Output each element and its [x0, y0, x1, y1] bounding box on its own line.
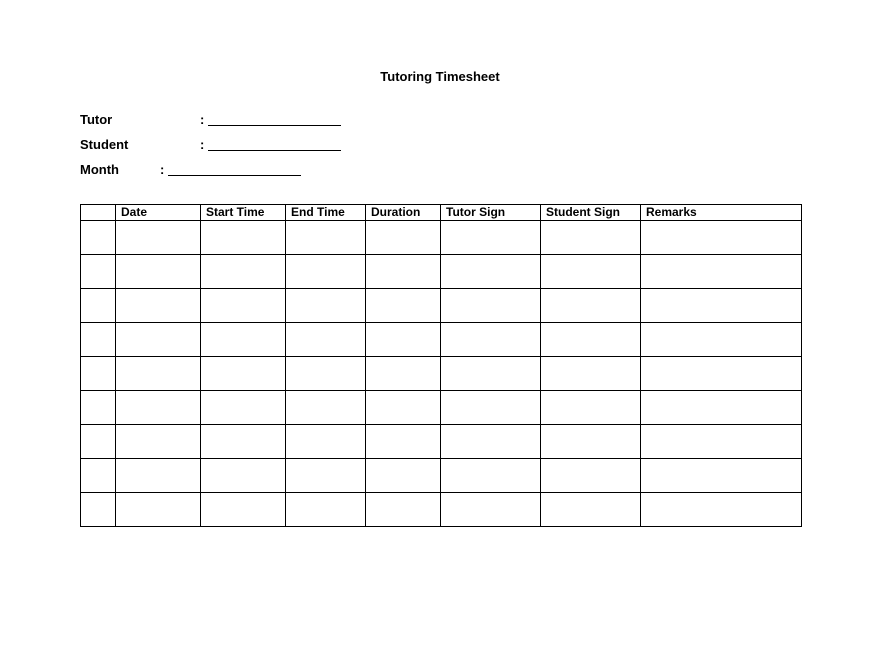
- table-cell[interactable]: [286, 493, 366, 527]
- table-cell[interactable]: [641, 459, 802, 493]
- table-cell[interactable]: [441, 391, 541, 425]
- table-cell[interactable]: [81, 289, 116, 323]
- month-field: [80, 162, 350, 180]
- table-cell[interactable]: [541, 425, 641, 459]
- table-cell[interactable]: [441, 357, 541, 391]
- table-cell[interactable]: [201, 493, 286, 527]
- table-cell[interactable]: [641, 323, 802, 357]
- table-cell[interactable]: [116, 289, 201, 323]
- table-row: [81, 493, 802, 527]
- table-cell[interactable]: [366, 221, 441, 255]
- table-cell[interactable]: [366, 459, 441, 493]
- table-cell[interactable]: [81, 357, 116, 391]
- table-cell[interactable]: [116, 459, 201, 493]
- table-header-row: [81, 205, 802, 221]
- table-cell[interactable]: [366, 255, 441, 289]
- table-cell[interactable]: [81, 323, 116, 357]
- table-cell[interactable]: [441, 459, 541, 493]
- month-blank-line[interactable]: [168, 175, 301, 176]
- table-row: [81, 425, 802, 459]
- table-cell[interactable]: [541, 289, 641, 323]
- table-cell[interactable]: [201, 255, 286, 289]
- column-header-student-sign: Student Sign: [541, 205, 641, 221]
- table-cell[interactable]: [541, 357, 641, 391]
- table-cell[interactable]: [116, 357, 201, 391]
- table-cell[interactable]: [286, 391, 366, 425]
- table-cell[interactable]: [641, 425, 802, 459]
- table-cell[interactable]: [441, 221, 541, 255]
- table-row: [81, 255, 802, 289]
- table-cell[interactable]: [541, 493, 641, 527]
- table-cell[interactable]: [441, 493, 541, 527]
- table-cell[interactable]: [116, 493, 201, 527]
- table-cell[interactable]: [286, 425, 366, 459]
- table-cell[interactable]: [286, 323, 366, 357]
- table-cell[interactable]: [286, 255, 366, 289]
- table-cell[interactable]: [541, 459, 641, 493]
- table-cell[interactable]: [81, 221, 116, 255]
- table-row: [81, 459, 802, 493]
- table-cell[interactable]: [441, 425, 541, 459]
- table-row: [81, 357, 802, 391]
- table-cell[interactable]: [81, 391, 116, 425]
- table-row: [81, 391, 802, 425]
- table-cell[interactable]: [81, 425, 116, 459]
- table-cell[interactable]: [201, 357, 286, 391]
- table-cell[interactable]: [641, 493, 802, 527]
- month-label: Month: [80, 162, 119, 177]
- student-colon: :: [200, 137, 205, 152]
- table-cell[interactable]: [366, 357, 441, 391]
- column-header-end-time: End Time: [286, 205, 366, 221]
- column-header-tutor-sign: Tutor Sign: [441, 205, 541, 221]
- table-cell[interactable]: [441, 289, 541, 323]
- tutor-label: Tutor: [80, 112, 113, 127]
- table-cell[interactable]: [441, 323, 541, 357]
- table-cell[interactable]: [366, 289, 441, 323]
- table-cell[interactable]: [366, 493, 441, 527]
- table-cell[interactable]: [541, 255, 641, 289]
- table-cell[interactable]: [116, 323, 201, 357]
- table-cell[interactable]: [201, 323, 286, 357]
- tutor-colon: :: [200, 112, 205, 127]
- table-cell[interactable]: [641, 391, 802, 425]
- table-row: [81, 289, 802, 323]
- table-cell[interactable]: [81, 459, 116, 493]
- column-header-duration: Duration: [366, 205, 441, 221]
- table-cell[interactable]: [641, 357, 802, 391]
- column-header-index: [81, 205, 116, 221]
- table-row: [81, 323, 802, 357]
- table-cell[interactable]: [286, 459, 366, 493]
- column-header-start-time: Start Time: [201, 205, 286, 221]
- table-cell[interactable]: [641, 255, 802, 289]
- table-cell[interactable]: [116, 391, 201, 425]
- month-colon: :: [160, 162, 165, 177]
- tutor-blank-line[interactable]: [208, 125, 341, 126]
- table-cell[interactable]: [366, 425, 441, 459]
- table-body: [81, 221, 802, 527]
- table-cell[interactable]: [641, 289, 802, 323]
- table-cell[interactable]: [366, 391, 441, 425]
- table-cell[interactable]: [541, 391, 641, 425]
- table-cell[interactable]: [201, 221, 286, 255]
- table-cell[interactable]: [201, 459, 286, 493]
- column-header-date: Date: [116, 205, 201, 221]
- table-cell[interactable]: [541, 323, 641, 357]
- table-cell[interactable]: [201, 425, 286, 459]
- column-header-remarks: Remarks: [641, 205, 802, 221]
- timesheet-table: [80, 204, 802, 527]
- table-cell[interactable]: [201, 289, 286, 323]
- table-cell[interactable]: [541, 221, 641, 255]
- student-field: [80, 137, 350, 155]
- tutor-field: [80, 112, 350, 130]
- table-cell[interactable]: [286, 221, 366, 255]
- table-cell[interactable]: [116, 255, 201, 289]
- table-cell[interactable]: [286, 289, 366, 323]
- table-cell[interactable]: [441, 255, 541, 289]
- table-cell[interactable]: [201, 391, 286, 425]
- table-cell[interactable]: [116, 221, 201, 255]
- student-blank-line[interactable]: [208, 150, 341, 151]
- table-cell[interactable]: [81, 255, 116, 289]
- document-title: Tutoring Timesheet: [380, 69, 500, 84]
- table-cell[interactable]: [366, 323, 441, 357]
- table-cell[interactable]: [116, 425, 201, 459]
- table-cell[interactable]: [286, 357, 366, 391]
- student-label: Student: [80, 137, 129, 152]
- table-cell[interactable]: [641, 221, 802, 255]
- table-cell[interactable]: [81, 493, 116, 527]
- table-row: [81, 221, 802, 255]
